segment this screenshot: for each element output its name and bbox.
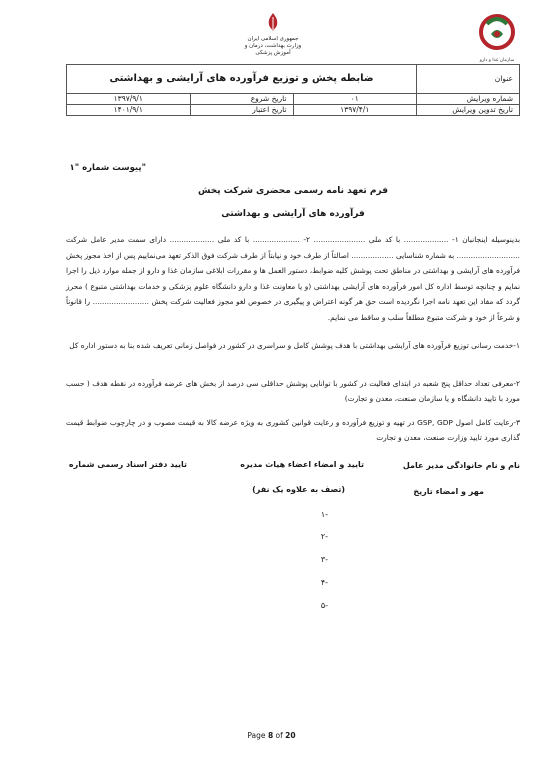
start-date-value: ۱۳۹۷/۹/۱ bbox=[67, 94, 191, 105]
manager-stamp-label: مهر و امضاء تاریخ bbox=[413, 487, 484, 496]
notary-approval-label: تایید دفتر اسناد رسمی شماره bbox=[68, 460, 187, 469]
appendix-title: پیوست شماره "۱" bbox=[69, 163, 146, 173]
ministry-line-2: وزارت بهداشت، درمان و آموزش پزشکی bbox=[244, 43, 302, 56]
document-title: ضابطه پخش و توزیع فرآورده های آرایشی و بهداشتی bbox=[67, 65, 417, 94]
form-title: فرم تعهد نامه رسمی محضری شرکت پخش bbox=[197, 186, 389, 196]
board-signature-label: تایید و امضاء اعضاء هیات مدیره bbox=[240, 460, 364, 469]
ministry-line-1: جمهوری اسلامی ایران bbox=[247, 36, 299, 42]
ministry-header bbox=[236, 12, 310, 58]
validity-date-value: ۱۴۰۱/۹/۱ bbox=[67, 105, 191, 116]
board-member-4: -۴ bbox=[320, 578, 328, 587]
edition-value: ۰۱ bbox=[293, 94, 416, 105]
page-number bbox=[0, 731, 543, 740]
document-header-table bbox=[66, 64, 520, 116]
commitment-item-1: ۱-خدمت رسانی توزیع فرآورده های آرایشی بهداشتی با هدف پوشش کامل و سراسری در کشور در فواصل زمانی تعریف شده بنا به دستور اداره کل bbox=[69, 341, 520, 350]
board-note: (تصف به علاوه یک نفر) bbox=[252, 485, 345, 494]
commitment-item-3: ۳-رعایت کامل اصول GSP, GDP در تهیه و توزیع فرآورده و رعایت قوانین کشوری به ویژه عرضه کالا به قیمت مصوب و در چارچوب ضوابط قیمت گذاری مورد تایید وزارت صنعت، معدن و تجارت bbox=[66, 418, 520, 442]
iran-emblem-icon bbox=[265, 12, 281, 32]
board-member-1: -۱ bbox=[320, 510, 328, 519]
validity-date-label: تاریخ اعتبار bbox=[190, 105, 293, 116]
org-caption: سازمان غذا و دارو bbox=[479, 58, 515, 63]
title-label: عنوان bbox=[417, 65, 520, 94]
commitment-item-2: ۲-معرفی تعداد حداقل پنج شعبه در ابتدای فعالیت در کشور با توانایی پوشش حداقلی سی درصد از بخش های عرضه فرآورده در نقطه هدف ( حسب مورد با تایید دانشگاه و یا سازمان صنعت، معدن و تجارت) bbox=[66, 379, 520, 403]
board-member-3: -۳ bbox=[320, 555, 328, 564]
page-total: 20 bbox=[285, 731, 296, 740]
of-word: of bbox=[275, 731, 283, 740]
form-subtitle: فرآورده های آرایشی و بهداشتی bbox=[221, 209, 365, 219]
fda-logo-icon bbox=[474, 12, 520, 52]
compile-date-label: تاریخ تدوین ویرایش bbox=[417, 105, 520, 116]
page-current: 8 bbox=[267, 731, 274, 740]
commitment-paragraph: بدینوسیله اینجانبان ۱- ................... با کد ملی ...................... ۲- .................... با کد ملی ................... دارای سمت مدیر عامل شرکت ........................... به شماره شناسایی .................. اصالتاً از طرف خود و نیابتاً از طرف شرکت فوق الذکر تعهد می‌نماییم پس از اخذ مجوز پخش فرآورده های آرایشی و بهداشتی در مناطق تحت پوشش کلیه ضوابط، دستور العمل ها و مقررات ابلاغی سازمان غذا و دارو از جمله موارد ذیل را اجرا نمایم و چنانچه توسط اداره کل امور فرآورده های آرایشی بهداشتی (و یا معاونت غذا و دارو دانشگاه علوم پزشکی و خدمات بهداشتی متبوع ) محرز گردد که مفاد این تعهد نامه اجرا نگردیده است حق هر گونه اعتراض و پیگیری در خصوص لغو مجوز فعالیت شرکت پخش ........................ را قانوناً و شرعاً از خود و شرکت متبوع مطلقاً سلب و ساقط می نمایم. bbox=[66, 235, 521, 322]
board-member-2: -۲ bbox=[320, 532, 328, 541]
board-member-5: -۵ bbox=[320, 601, 328, 610]
start-date-label: تاریخ شروع bbox=[190, 94, 293, 105]
fda-logo bbox=[474, 12, 520, 62]
page-word: Page bbox=[247, 731, 266, 740]
compile-date-value: ۱۳۹۷/۴/۱ bbox=[293, 105, 416, 116]
edition-label: شماره ویرایش bbox=[417, 94, 520, 105]
manager-name-label: نام و نام خانوادگی مدیر عامل bbox=[402, 461, 520, 470]
